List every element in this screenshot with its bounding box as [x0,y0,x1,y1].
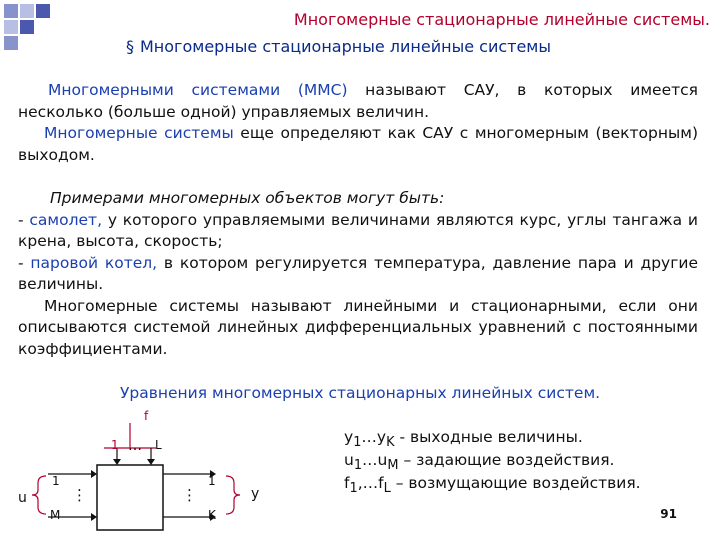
legend-line-outputs: $y_1\dots y_K$ - выходные величины. [344,428,583,451]
f-index-first: 1 [111,438,119,452]
input-arrowhead [91,513,97,521]
f-arrowhead [113,459,121,465]
slide-title: Многомерные стационарные линейные системы. [293,10,710,29]
equations-title: Уравнения многомерных стационарных линейных систем. [119,384,601,402]
f-index-last: L [155,438,162,452]
section-heading-text: Многомерные стационарные линейные системы [140,37,551,56]
y-label: y [251,486,260,502]
y-index-first: 1 [208,474,216,488]
output-brace [226,476,240,514]
page-number: 91 [660,507,677,521]
u-dots: ⋮ [72,486,87,504]
f-arrowhead [147,459,155,465]
u-index-last: M [50,508,61,522]
second-definition-term: Многомерные системы [44,124,234,142]
legend-line-disturbances: $f_1,\dots f_L$ – возмущающие воздействия. [344,474,641,497]
system-block [97,465,163,530]
f-label: f [144,409,149,423]
linear-stationary-paragraph: Многомерные системы называют линейными и стационарными, если они описываются системой линейных дифференциальных уравнений с постоянными коэффициентами. [18,296,698,358]
definition-text: называют САУ, в которых имеется несколько (больше одной) управляемых величин. [18,81,698,121]
bullet-mark: § [126,37,134,56]
f-dots: … [128,438,142,454]
example-term: самолет, [29,210,103,229]
example-item: - самолет, у которого управляемыми величинами являются курс, углы тангажа и крена, высота, скорость; [18,210,698,250]
u-index-first: 1 [52,474,60,488]
legend-line-inputs: $u_1\dots u_M$ – задающие воздействия. [344,451,615,474]
y-dots: ⋮ [182,486,197,504]
second-definition-text: еще определяют как САУ с многомерным (векторным) выходом. [18,124,698,164]
u-label: u [18,490,27,506]
input-arrowhead [91,470,97,478]
input-brace [32,476,46,514]
example-item: - паровой котел, в котором регулируется температура, давление пара и другие величины. [18,253,698,293]
y-index-last: K [208,508,216,522]
example-term: паровой котел, [30,253,158,272]
examples-intro: Примерами многомерных объектов могут быть: [50,189,445,207]
definition-term: Многомерными системами (ММС) [48,81,348,99]
